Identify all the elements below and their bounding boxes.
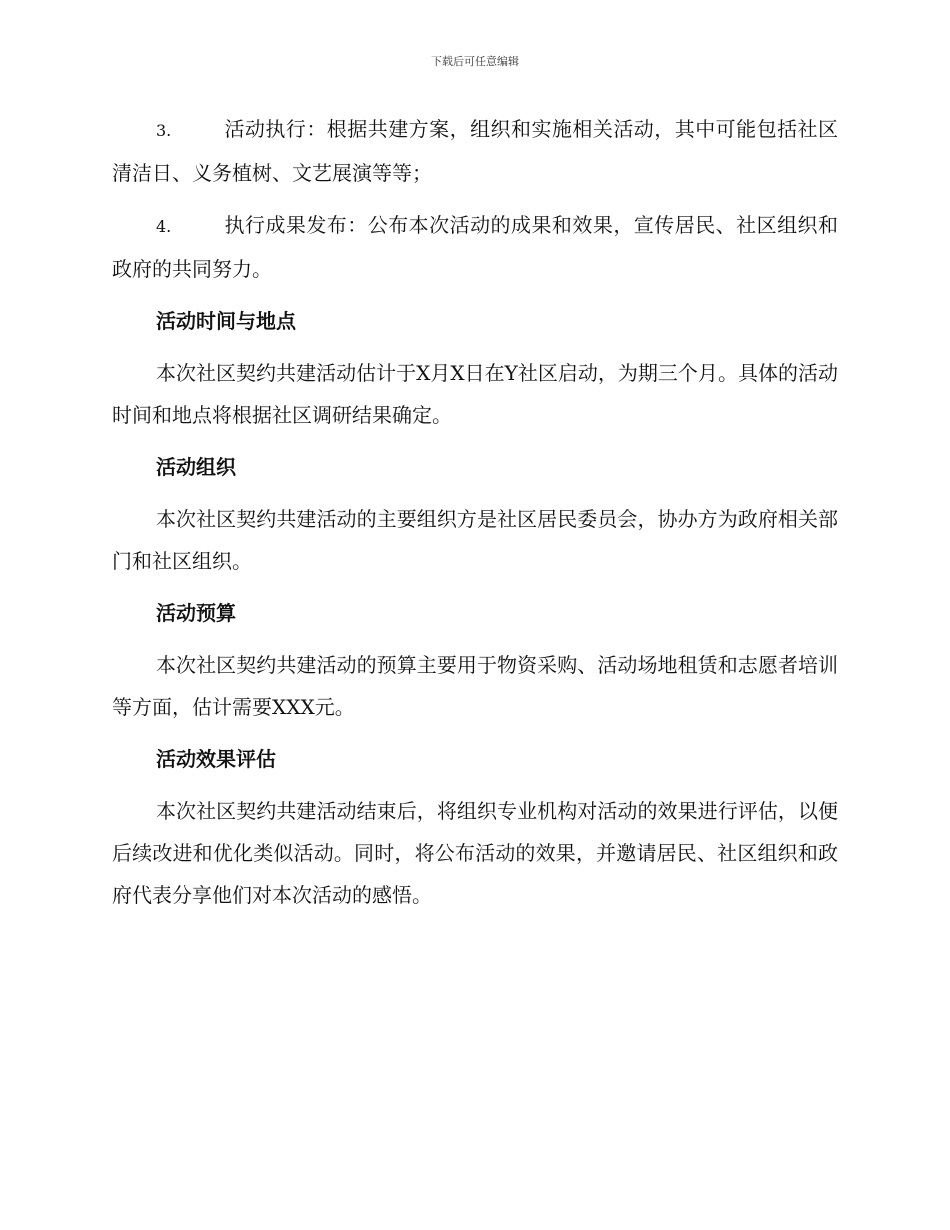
section-body-evaluation: 本次社区契约共建活动结束后，将组织专业机构对活动的效果进行评估，以便后续改进和优化类似活动。同时，将公布活动的效果，并邀请居民、社区组织和政府代表分享他们对本次活动的感悟。 bbox=[112, 799, 838, 907]
list-number: 4. bbox=[156, 217, 172, 236]
section-body-time-location: 本次社区契约共建活动估计于X月X日在Y社区启动，为期三个月。具体的活动时间和地点将根据社区调研结果确定。 bbox=[112, 361, 838, 427]
list-text: 执行成果发布：公布本次活动的成果和效果，宣传居民、社区组织和政府的共同努力。 bbox=[112, 213, 838, 281]
list-item bbox=[112, 108, 838, 194]
page-header: 下载后可任意编辑 bbox=[431, 55, 519, 68]
section-heading-time-location: 活动时间与地点 bbox=[156, 309, 296, 333]
section-heading-organization: 活动组织 bbox=[156, 455, 236, 479]
list-text: 活动执行：根据共建方案，组织和实施相关活动，其中可能包括社区清洁日、义务植树、文艺展演等等； bbox=[112, 117, 838, 185]
section-heading-budget: 活动预算 bbox=[156, 601, 236, 625]
list-number: 3. bbox=[156, 121, 172, 140]
document-body bbox=[112, 108, 838, 926]
section-body-budget: 本次社区契约共建活动的预算主要用于物资采购、活动场地租赁和志愿者培训等方面，估计需要XXX元。 bbox=[112, 653, 838, 719]
section-body-organization: 本次社区契约共建活动的主要组织方是社区居民委员会，协办方为政府相关部门和社区组织。 bbox=[112, 507, 838, 573]
list-item bbox=[112, 204, 838, 290]
section-heading-evaluation: 活动效果评估 bbox=[156, 747, 276, 771]
